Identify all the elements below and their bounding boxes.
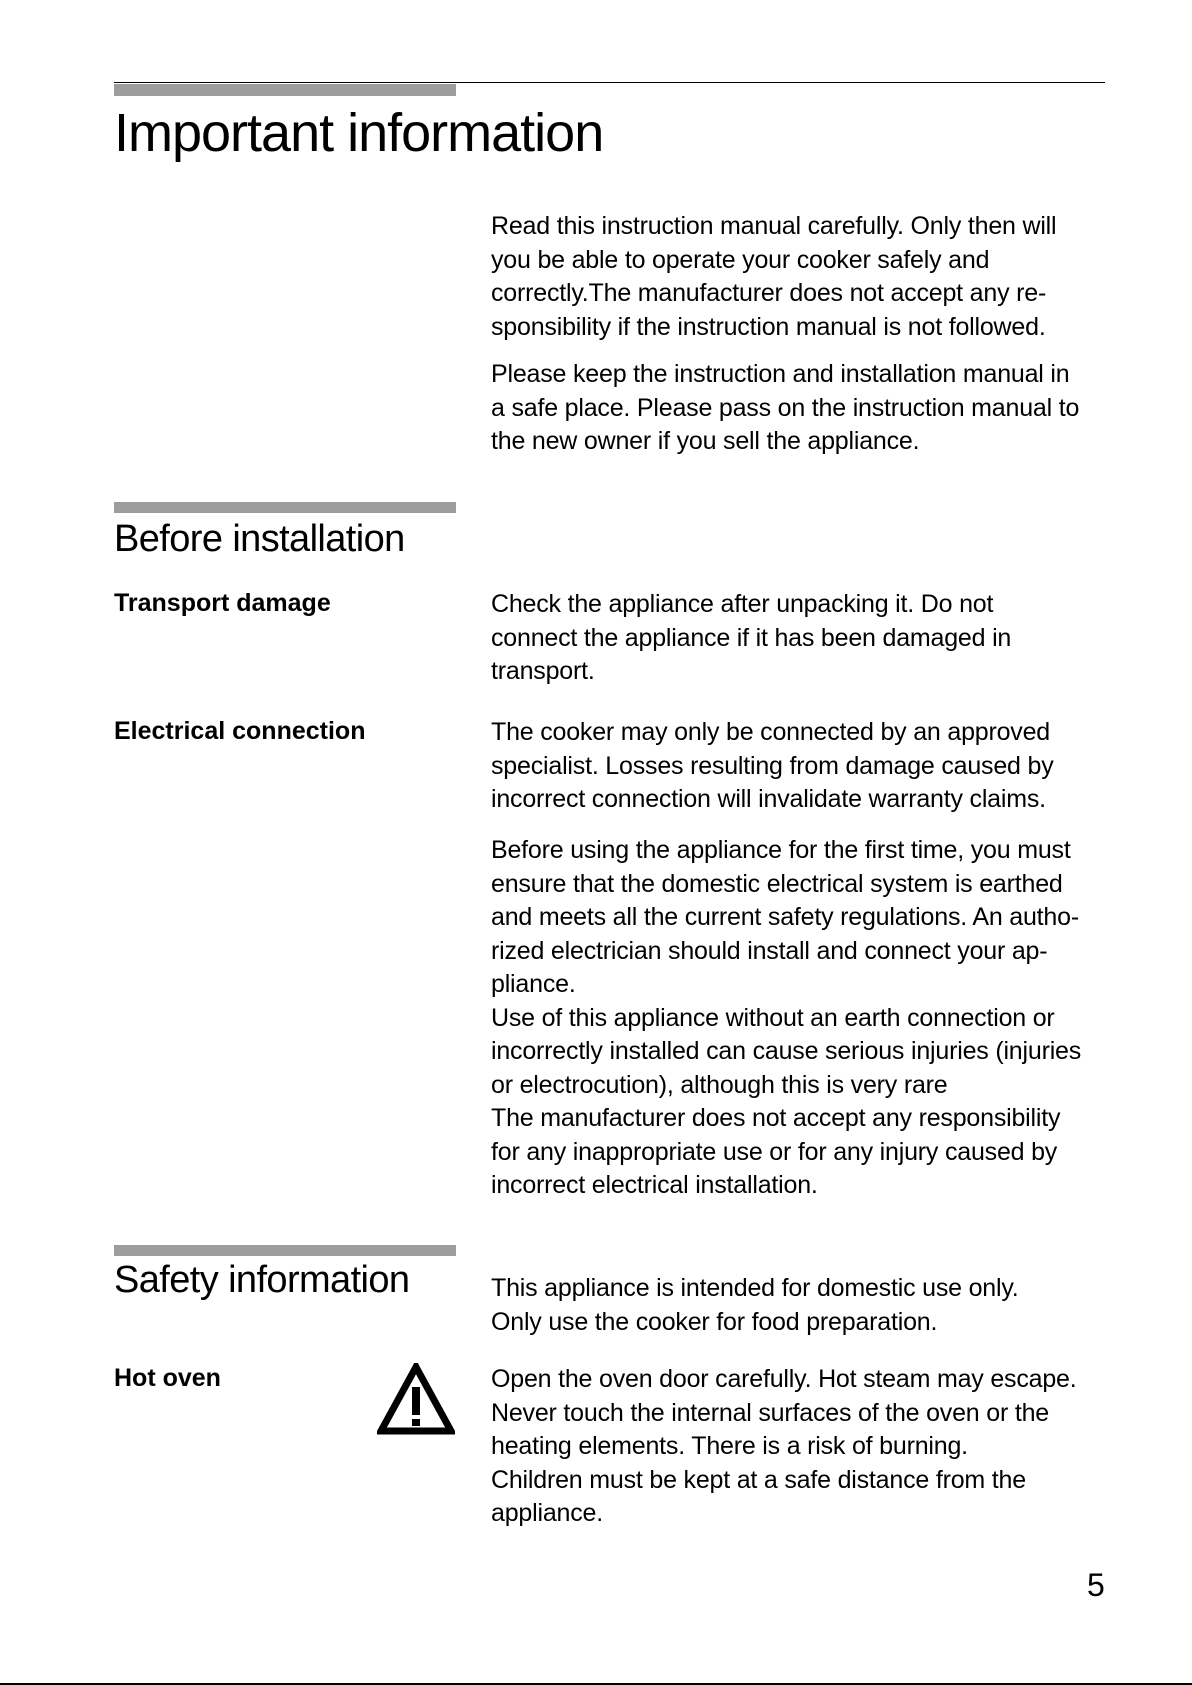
intro-p1-line: you be able to operate your cooker safely and	[491, 245, 990, 274]
heading-bar-important	[114, 84, 456, 96]
subheading-hot-oven: Hot oven	[114, 1364, 221, 1392]
safety-intro-line: This appliance is intended for domestic use only.	[491, 1274, 1019, 1302]
hot-oven-line: appliance.	[491, 1499, 603, 1527]
electrical-p2-line: The manufacturer does not accept any responsibility	[491, 1104, 1061, 1132]
intro-p2-line: Please keep the instruction and installation manual in	[491, 360, 1070, 388]
electrical-p2-line: rized electrician should install and connect your ap-	[491, 936, 1048, 965]
electrical-p2-line: and meets all the current safety regulations. An autho-	[491, 903, 1079, 931]
section-heading-safety-information: Safety information	[114, 1259, 410, 1301]
warning-triangle-icon	[377, 1363, 455, 1435]
intro-p2-line: the new owner if you sell the appliance.	[491, 427, 920, 455]
electrical-p2-line: Before using the appliance for the first time, you must	[491, 836, 1071, 864]
electrical-p2-line: incorrectly installed can cause serious injuries (injuries	[491, 1037, 1082, 1065]
electrical-p2-line: incorrect electrical installation.	[491, 1171, 818, 1199]
electrical-p2-line: for any inappropriate use or for any injury caused by	[491, 1137, 1058, 1166]
electrical-connection-text-1	[491, 716, 1116, 817]
intro-paragraph-1	[491, 210, 1116, 344]
safety-intro-line: Only use the cooker for food preparation.	[491, 1307, 938, 1336]
electrical-p1-line: The cooker may only be connected by an approved	[491, 718, 1051, 746]
intro-paragraph-2	[491, 358, 1116, 459]
page-number: 5	[1087, 1567, 1105, 1603]
electrical-p1-line: specialist. Losses resulting from damage caused by	[491, 751, 1054, 780]
intro-p1-line: correctly.The manufacturer does not accept any re-	[491, 279, 1047, 307]
transport-line: connect the appliance if it has been damaged in	[491, 623, 1012, 652]
hot-oven-line: Children must be kept at a safe distance from the	[491, 1465, 1026, 1494]
electrical-p2-line: or electrocution), although this is very rare	[491, 1070, 948, 1099]
intro-p1-line: Read this instruction manual carefully. Only then will	[491, 212, 1057, 240]
transport-line: transport.	[491, 657, 595, 685]
transport-line: Check the appliance after unpacking it. Do not	[491, 590, 994, 618]
electrical-p1-line: incorrect connection will invalidate warranty claims.	[491, 785, 1046, 813]
header-rule	[114, 82, 1105, 83]
intro-p1-line: sponsibility if the instruction manual is not followed.	[491, 312, 1046, 341]
electrical-p2-line: Use of this appliance without an earth connection or	[491, 1003, 1055, 1032]
hot-oven-line: Open the oven door carefully. Hot steam may escape.	[491, 1365, 1077, 1393]
hot-oven-text	[491, 1363, 1116, 1531]
transport-damage-text	[491, 588, 1116, 689]
electrical-connection-text-2	[491, 834, 1116, 1203]
electrical-p2-line: ensure that the domestic electrical system is earthed	[491, 869, 1063, 898]
hot-oven-line: Never touch the internal surfaces of the oven or the	[491, 1398, 1049, 1427]
heading-bar-before-installation	[114, 502, 456, 513]
subheading-electrical-connection: Electrical connection	[114, 717, 366, 745]
electrical-p2-line: pliance.	[491, 970, 576, 998]
page-title: Important information	[114, 103, 604, 163]
safety-intro-text	[491, 1272, 1116, 1339]
intro-p2-line: a safe place. Please pass on the instruction manual to	[491, 393, 1080, 422]
heading-bar-safety-information	[114, 1245, 456, 1256]
section-heading-before-installation: Before installation	[114, 518, 405, 560]
hot-oven-line: heating elements. There is a risk of burning.	[491, 1432, 968, 1460]
subheading-transport-damage: Transport damage	[114, 589, 331, 617]
